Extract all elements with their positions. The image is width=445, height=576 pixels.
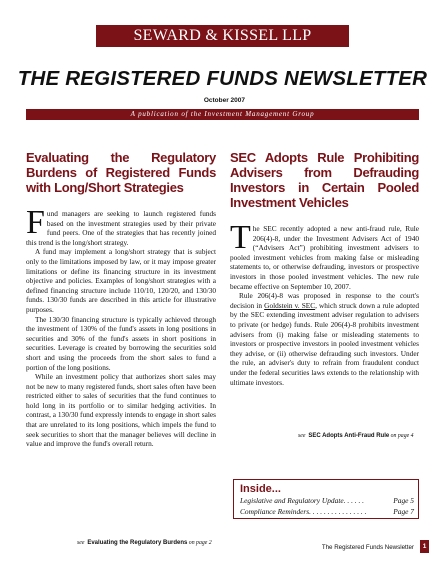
- continuation-link-right[interactable]: see SEC Adopts Anti-Fraud Rule on page 4: [298, 433, 414, 439]
- continuation-link-left[interactable]: see Evaluating the Regulatory Burdens on page 2: [77, 540, 212, 546]
- article-left-paragraph: While an investment policy that authorizes short sales may not be new to many registered funds, short sales often have been restricted either to sales of securities that the fund continues to hold long in its portfolio or to similar hedging activities. In contrast, a 130/30 fund expressly intends to engage in short sales that are unrelated to its long positions, which impels the fund to seek securities to short that the manager believes will decline in value and improve the fund's overall return.: [26, 372, 216, 449]
- dropcap: T: [230, 219, 251, 256]
- inside-item-leader: . . . . . .: [343, 496, 364, 505]
- article-left: [26, 150, 216, 449]
- article-left-paragraph: Fund managers are seeking to launch registered funds based on the investment strategies used by their private fund peers. One of the strategies that has recently joined this trend is the long/short strategy.: [26, 204, 216, 247]
- article-left-paragraph: The 130/30 financing structure is typically achieved through the investment of 130% of the fund's assets in long positions in securities and 30% of the fund's assets in short positions in securities. Leverage is created by borrowing the securities sold short and using the proceeds from the short sales to fund a portion of the long positions.: [26, 314, 216, 372]
- inside-item[interactable]: [240, 507, 414, 517]
- article-right: [230, 150, 419, 387]
- case-citation: Goldstein v. SEC: [264, 300, 316, 310]
- inside-title: Inside...: [240, 483, 281, 495]
- publication-line: A publication of the Investment Management Group: [130, 110, 315, 118]
- footer-publication: The Registered Funds Newsletter: [321, 544, 414, 551]
- issue-date: October 2007: [203, 97, 245, 104]
- newsletter-title: THE REGISTERED FUNDS NEWSLETTER: [17, 67, 428, 90]
- firm-name-banner: [96, 25, 349, 47]
- dropcap: F: [26, 204, 45, 241]
- inside-contents-box: [233, 479, 419, 519]
- footer-page-number: 1: [420, 540, 429, 553]
- article-right-paragraph: The SEC recently adopted a new anti-fraud rule, Rule 206(4)-8, under the Investment Advisers Act of 1940 (“Advisers Act”) prohibiting investment advisers to pooled investment vehicles from making false or misleading statements to, or otherwise defrauding, investors or prospective investors in those pooled investment vehicles. The new rule became effective on September 10, 2007.: [230, 219, 419, 291]
- inside-item-page: Page 5: [393, 496, 414, 505]
- article-left-paragraph: A fund may implement a long/short strategy that is subject only to the limitations imposed by law, or it may impose greater limitations or define its financing structure in its investment objective and policies. Examples of long/short strategies with a defined financing structure include 110/10, 120/20, and 130/30 funds. 130/30 funds are described in this article for illustrative purposes.: [26, 247, 216, 314]
- article-right-body: [230, 219, 419, 387]
- article-left-body: [26, 204, 216, 449]
- publication-banner: [26, 109, 419, 120]
- firm-name: SEWARD & KISSEL LLP: [133, 27, 312, 44]
- inside-item-leader: . . . . . . . . . . . . . . . .: [309, 507, 367, 516]
- inside-item-page: Page 7: [393, 507, 414, 516]
- article-left-headline: Evaluating the Regulatory Burdens of Registered Funds with Long/Short Strategies: [26, 150, 216, 195]
- inside-item-label: Legislative and Regulatory Update: [240, 496, 344, 505]
- article-right-paragraph: Rule 206(4)-8 was proposed in response to the court's decision in Goldstein v. SEC, which struck down a rule adopted by the SEC extending investment adviser regulation to advisers to private (or hedge) funds. Rule 206(4)-8 prohibits investment advisers from (i) making false or misleading statements to investors or prospective investors in pooled investment vehicles they advise, or (ii) otherwise defrauding such investors. Under the rule, an adviser's duty to refrain from fraudulent conduct under the federal securities laws extends to the relationship with ultimate investors.: [230, 291, 419, 387]
- inside-item-label: Compliance Reminders: [240, 507, 310, 516]
- inside-item[interactable]: [240, 496, 414, 506]
- article-right-headline: SEC Adopts Rule Prohibiting Advisers from Defrauding Investors in Certain Pooled Investment Vehicles: [230, 150, 419, 210]
